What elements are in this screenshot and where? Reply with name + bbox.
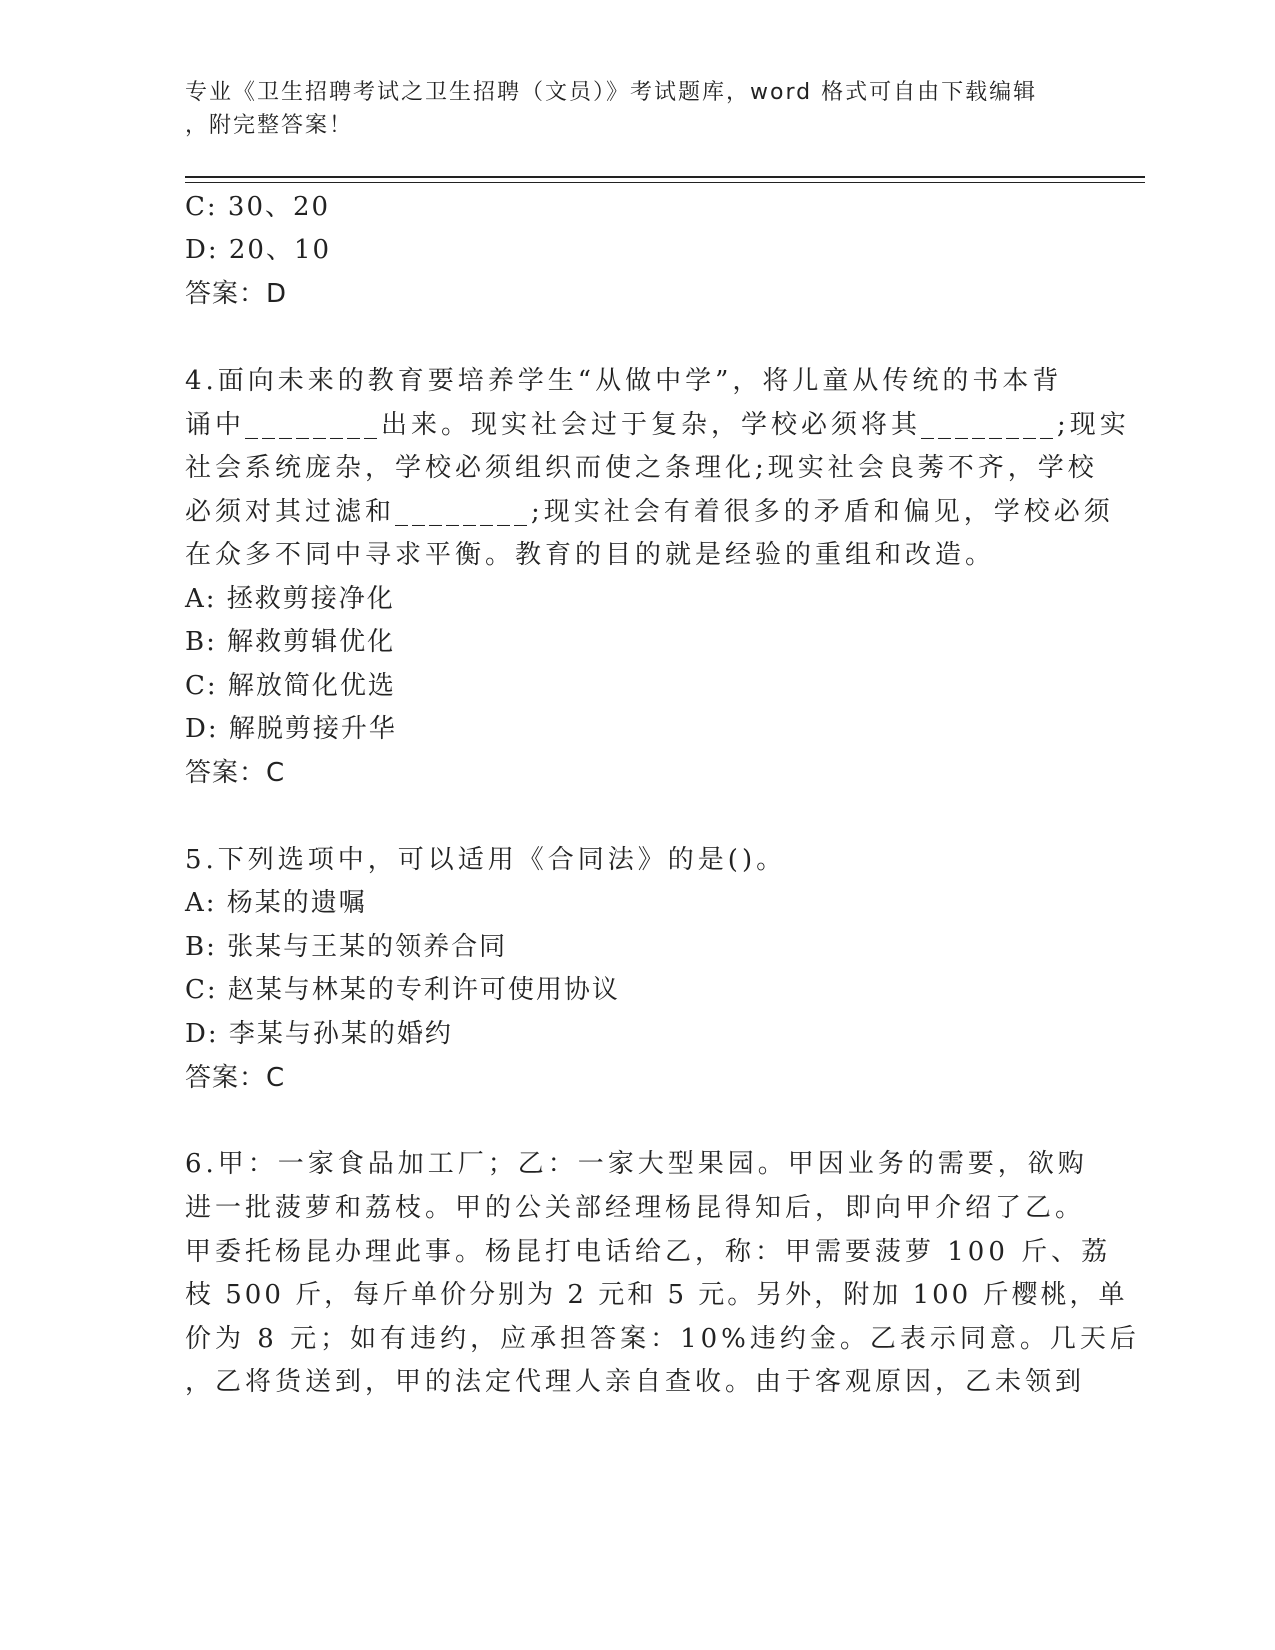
header-line-2: ，附完整答案！ — [185, 113, 354, 138]
q4-option-b: B: 解救剪辑优化 — [185, 627, 396, 657]
q4-answer: 答案：C — [185, 758, 286, 788]
q5-option-c: C: 赵某与林某的专利许可使用协议 — [185, 975, 620, 1005]
q4-option-a: A: 拯救剪接净化 — [185, 584, 395, 614]
q4-text-line: 社会系统庞杂，学校必须组织而使之条理化;现实社会良莠不齐，学校 — [185, 453, 1098, 483]
q6-text-line: 甲委托杨昆办理此事。杨昆打电话给乙，称：甲需要菠萝 100 斤、荔 — [185, 1237, 1112, 1267]
q5-option-d: D: 李某与孙某的婚约 — [185, 1019, 453, 1049]
q5-option-b: B: 张某与王某的领养合同 — [185, 932, 508, 962]
q4-text-line: 4.面向未来的教育要培养学生“从做中学”，将儿童从传统的书本背 — [185, 366, 1063, 396]
q5-option-a: A: 杨某的遗嘱 — [185, 888, 367, 918]
q4-text-line: 必须对其过滤和________;现实社会有着很多的矛盾和偏见，学校必须 — [185, 497, 1114, 527]
q3-option-d: D: 20、10 — [185, 235, 332, 265]
q3-option-c: C: 30、20 — [185, 192, 331, 222]
header-rule-thick — [185, 176, 1145, 178]
q4-option-d: D: 解脱剪接升华 — [185, 714, 397, 744]
q4-text-line: 在众多不同中寻求平衡。教育的目的就是经验的重组和改造。 — [185, 540, 996, 570]
q6-text-line: 进一批菠萝和荔枝。甲的公关部经理杨昆得知后，即向甲介绍了乙。 — [185, 1193, 1086, 1223]
q5-answer: 答案：C — [185, 1063, 286, 1093]
header-line-1: 专业《卫生招聘考试之卫生招聘（文员）》考试题库，word 格式可自由下载编辑 — [185, 80, 1038, 105]
q5-question: 5.下列选项中，可以适用《合同法》的是()。 — [185, 845, 787, 875]
header-rule-thin — [185, 182, 1145, 183]
q4-option-c: C: 解放简化优选 — [185, 671, 396, 701]
document-header — [185, 76, 1065, 142]
q6-text-line: 价为 8 元；如有违约，应承担答案：10%违约金。乙表示同意。几天后 — [185, 1324, 1140, 1354]
q6-text-line: 6.甲：一家食品加工厂；乙：一家大型果园。甲因业务的需要，欲购 — [185, 1149, 1088, 1179]
q4-text-line: 诵中________出来。现实社会过于复杂，学校必须将其________;现实 — [185, 410, 1130, 440]
q6-text-line: ，乙将货送到，甲的法定代理人亲自查收。由于客观原因，乙未领到 — [185, 1367, 1086, 1397]
q3-answer: 答案：D — [185, 279, 288, 309]
q6-text-line: 枝 500 斤，每斤单价分别为 2 元和 5 元。另外，附加 100 斤樱桃，单 — [185, 1280, 1128, 1310]
